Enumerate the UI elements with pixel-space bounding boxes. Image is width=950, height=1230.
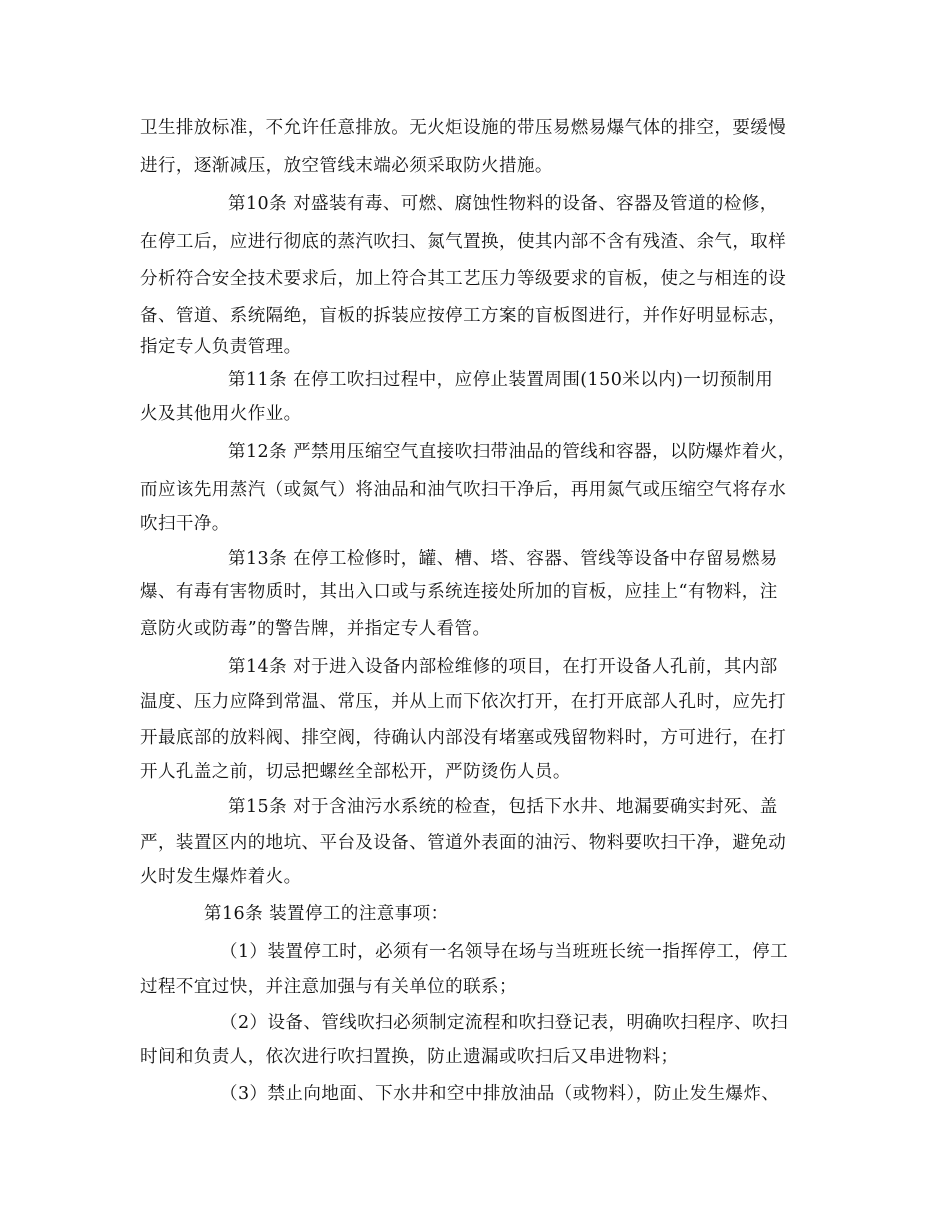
- text-line: 第14条 对于进入设备内部检维修的项目，在打开设备人孔前，其内部: [228, 657, 778, 677]
- text-line: 严，装置区内的地坑、平台及设备、管道外表面的油污、物料要吹扫干净，避免动: [140, 833, 787, 853]
- text-line: 开人孔盖之前，切忌把螺丝全部松开，严防烫伤人员。: [140, 762, 571, 782]
- text-line: 爆、有毒有害物质时，其出入口或与系统连接处所加的盲板，应挂上“有物料，注: [140, 582, 778, 602]
- text-line: 备、管道、系统隔绝，盲板的拆装应按停工方案的盲板图进行，并作好明显标志，: [140, 306, 787, 326]
- text-line: 进行，逐渐减压，放空管线末端必须采取防火措施。: [140, 156, 553, 176]
- text-line: 指定专人负责管理。: [140, 337, 302, 357]
- text-line: 第15条 对于含油污水系统的检查，包括下水井、地漏要确实封死、盖: [228, 797, 778, 817]
- text-line: （2）设备、管线吹扫必须制定流程和吹扫登记表，明确吹扫程序、吹扫: [220, 1013, 789, 1033]
- text-line: 第13条 在停工检修时，罐、槽、塔、容器、管线等设备中存留易燃易: [228, 549, 778, 569]
- text-line: 第12条 严禁用压缩空气直接吹扫带油品的管线和容器，以防爆炸着火，: [228, 442, 796, 462]
- text-line: 第11条 在停工吹扫过程中，应停止装置周围(150米以内)一切预制用: [228, 370, 774, 390]
- text-line: 意防火或防毒”的警告牌，并指定专人看管。: [140, 619, 491, 639]
- text-line: 在停工后，应进行彻底的蒸汽吹扫、氮气置换，使其内部不含有残渣、余气，取样: [140, 232, 787, 252]
- text-line: 而应该先用蒸汽（或氮气）将油品和油气吹扫干净后，再用氮气或压缩空气将存水: [140, 480, 787, 500]
- text-line: 吹扫干净。: [140, 514, 230, 534]
- text-line: 温度、压力应降到常温、常压，并从上而下依次打开，在打开底部人孔时，应先打: [140, 692, 787, 712]
- text-line: 火及其他用火作业。: [140, 404, 302, 424]
- text-line: 火时发生爆炸着火。: [140, 867, 302, 887]
- text-line: 分析符合安全技术要求后，加上符合其工艺压力等级要求的盲板，使之与相连的设: [140, 269, 787, 289]
- text-line: （3）禁止向地面、下水井和空中排放油品（或物料），防止发生爆炸、: [220, 1084, 780, 1104]
- text-line: 过程不宜过快，并注意加强与有关单位的联系；: [140, 977, 517, 997]
- text-line: 第16条 装置停工的注意事项：: [204, 904, 449, 924]
- text-line: （1）装置停工时，必须有一名领导在场与当班班长统一指挥停工，停工: [220, 942, 789, 962]
- text-line: 第10条 对盛装有毒、可燃、腐蚀性物料的设备、容器及管道的检修，: [228, 194, 778, 214]
- text-line: 开最底部的放料阀、排空阀，待确认内部没有堵塞或残留物料时，方可进行，在打: [140, 728, 787, 748]
- text-line: 时间和负责人，依次进行吹扫置换，防止遗漏或吹扫后又串进物料；: [140, 1047, 679, 1067]
- text-line: 卫生排放标准，不允许任意排放。无火炬设施的带压易燃易爆气体的排空，要缓慢: [140, 118, 787, 138]
